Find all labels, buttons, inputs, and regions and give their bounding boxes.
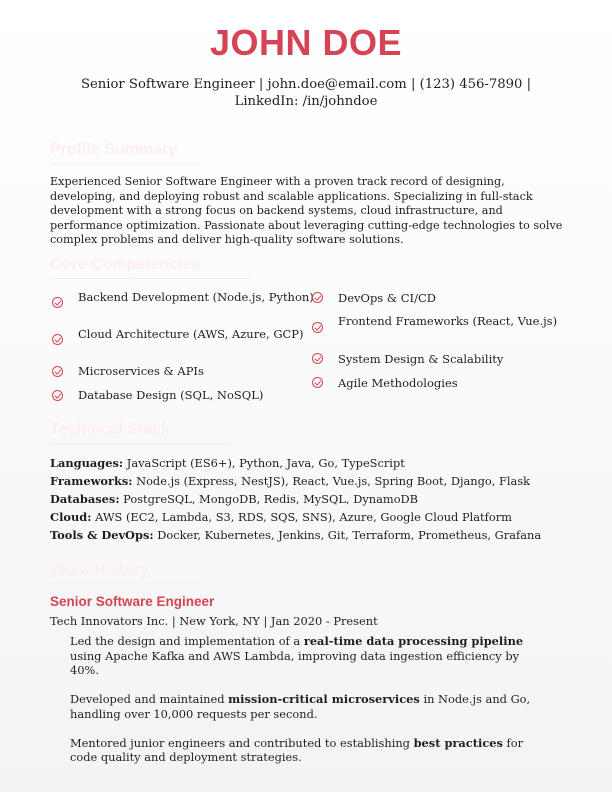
tech-stack-label: Tools & DevOps: — [50, 528, 154, 542]
tech-stack-row-cloud — [50, 508, 570, 526]
tech-stack-value: Docker, Kubernetes, Jenkins, Git, Terraform, Prometheus, Grafana — [153, 528, 542, 542]
tech-stack-label: Cloud: — [50, 510, 92, 524]
achievement-item: Mentored junior engineers and contributed to establishing best practices for code quality and deployment strategies. — [70, 735, 524, 764]
tech-stack-row-languages — [50, 454, 570, 472]
job-meta: Tech Innovators Inc. | New York, NY | Jan 2020 - Present — [50, 614, 378, 628]
achievement-item: Led the design and implementation of a real-time data processing pipeline using Apache Kafka and AWS Lambda, improving data ingestion efficiency by 40%. — [70, 634, 524, 677]
section-title-profile-summary: Profile Summary — [50, 141, 200, 164]
achievement-item: Developed and maintained mission-critical microservices in Node.js and Go, handling over 10,000 requests per second. — [70, 692, 531, 721]
competency-item: Backend Development (Node.js, Python) — [78, 290, 314, 304]
competency-item: Microservices & APIs — [78, 364, 204, 378]
check-circle-icon — [312, 292, 323, 303]
check-circle-icon — [52, 297, 63, 308]
check-circle-icon — [312, 353, 323, 364]
tech-stack-value: PostgreSQL, MongoDB, Redis, MySQL, DynamoDB — [119, 492, 419, 506]
competency-item: Frontend Frameworks (React, Vue.js) — [338, 314, 558, 328]
tech-stack-value: Node.js (Express, NestJS), React, Vue.js, Spring Boot, Django, Flask — [132, 474, 531, 488]
tech-stack-row-tools — [50, 526, 570, 544]
section-title-work-history: Work History — [50, 561, 200, 584]
contact-line: Senior Software Engineer | john.doe@email.com | (123) 456-7890 | LinkedIn: /in/johndoe — [80, 77, 532, 109]
check-circle-icon — [312, 377, 323, 388]
tech-stack-label: Databases: — [50, 492, 120, 506]
tech-stack-value: JavaScript (ES6+), Python, Java, Go, TypeScript — [123, 456, 405, 470]
competency-item: Cloud Architecture (AWS, Azure, GCP) — [78, 327, 304, 341]
competency-item: Database Design (SQL, NoSQL) — [78, 388, 264, 402]
tech-stack-row-databases — [50, 490, 570, 508]
technical-stack-list — [50, 454, 570, 544]
tech-stack-value: AWS (EC2, Lambda, S3, RDS, SQS, SNS), Azure, Google Cloud Platform — [91, 510, 512, 524]
competency-item: Agile Methodologies — [338, 376, 458, 390]
check-circle-icon — [312, 322, 323, 333]
check-circle-icon — [52, 334, 63, 345]
job-achievements — [70, 634, 540, 779]
candidate-name: JOHN DOE — [209, 22, 403, 63]
competency-item: System Design & Scalability — [338, 352, 504, 366]
section-title-technical-stack: Technical Stack — [50, 421, 230, 444]
check-circle-icon — [52, 390, 63, 401]
tech-stack-label: Frameworks: — [50, 474, 133, 488]
tech-stack-row-frameworks — [50, 472, 570, 490]
job-title: Senior Software Engineer — [50, 594, 215, 609]
check-circle-icon — [52, 366, 63, 377]
section-title-core-competencies: Core Competencies — [50, 256, 250, 279]
profile-summary-text: Experienced Senior Software Engineer with a proven track record of designing, developing, and deploying robust and scalable applications. Specializing in full-stack development with a strong focus on backend systems, cloud infrastructure, and performance optimization. Passionate about leveraging cutting-edge technologies to solve complex problems and deliver high-quality software solutions. — [50, 175, 563, 246]
competency-item: DevOps & CI/CD — [338, 291, 436, 305]
tech-stack-label: Languages: — [50, 456, 124, 470]
